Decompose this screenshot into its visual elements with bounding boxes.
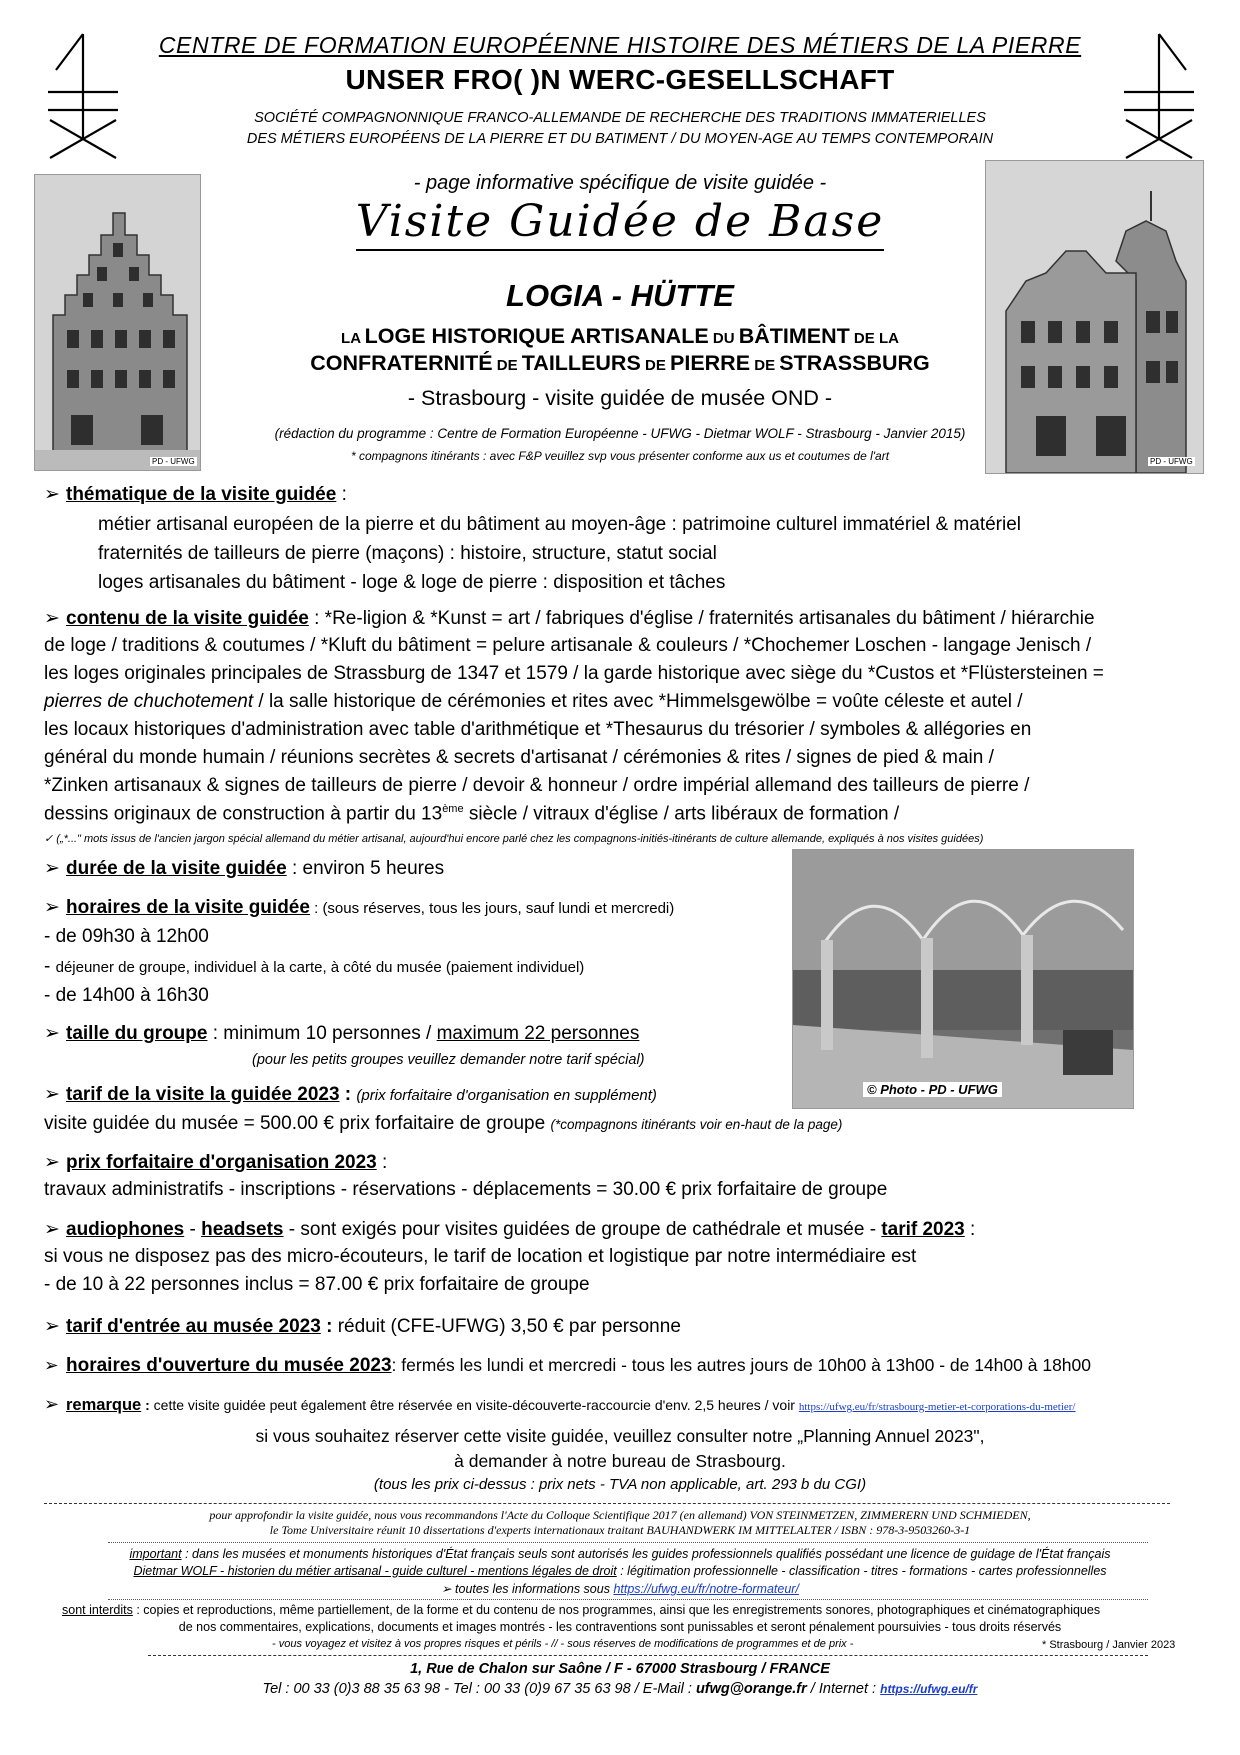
arrow-bullet-icon: ➢ bbox=[44, 1084, 60, 1105]
photo-credit-left: PD - UFWG bbox=[152, 457, 195, 466]
contenu-line bbox=[44, 691, 1023, 713]
booking-line-2: à demander à notre bureau de Strasbourg. bbox=[454, 1451, 786, 1471]
audio-label-1: audiophones bbox=[66, 1219, 185, 1240]
tarif-visite-section bbox=[44, 1083, 657, 1106]
contenu-line: : *Re-ligion & *Kunst = art / fabriques d'église / fraternités artisanales du bâtiment / hiérarchie bbox=[308, 608, 1095, 629]
contenu-footnote bbox=[44, 832, 983, 845]
risques-line: - vous voyagez et visitez à vos propres risques et périls - // - sous réserves de modifications de programmes et de prix - bbox=[272, 1638, 854, 1650]
tarif-visite-note: (prix forfaitaire d'organisation en supplément) bbox=[356, 1087, 657, 1104]
loge-word: DE bbox=[750, 357, 780, 374]
lunch-text: déjeuner de groupe, individuel à la carte, à côté du musée (paiement individuel) bbox=[55, 959, 585, 976]
infos-link[interactable]: https://ufwg.eu/fr/notre-formateur/ bbox=[613, 1582, 799, 1596]
date-note: * Strasbourg / Janvier 2023 bbox=[1042, 1639, 1176, 1651]
footer-divider bbox=[108, 1599, 1148, 1600]
footer-divider bbox=[148, 1655, 1148, 1656]
loge-word: DE LA bbox=[849, 330, 899, 347]
taille-text: : minimum 10 personnes / bbox=[207, 1023, 437, 1044]
contenu-line bbox=[44, 803, 899, 825]
thematique-label: thématique de la visite guidée bbox=[66, 484, 337, 505]
prix-org-colon: : bbox=[376, 1152, 388, 1173]
footer-divider bbox=[108, 1542, 1148, 1543]
society-desc-1: SOCIÉTÉ COMPAGNONNIQUE FRANCO-ALLEMANDE DE RECHERCHE DES TRADITIONS IMMATERIELLES bbox=[254, 110, 986, 126]
audio-line-2: si vous ne disposez pas des micro-écouteurs, le tarif de location et logistique par notre intermédiaire est bbox=[44, 1246, 917, 1267]
contenu-italic: pierres de chuchotement bbox=[44, 691, 254, 712]
tarif-visite-label: tarif de la visite la guidée 2023 bbox=[66, 1084, 340, 1105]
contenu-label: contenu de la visite guidée bbox=[66, 608, 309, 629]
remarque-section bbox=[44, 1394, 1076, 1415]
remarque-colon: : bbox=[141, 1397, 154, 1413]
interdits-label: sont interdits bbox=[62, 1603, 133, 1617]
wolf-line bbox=[0, 1564, 1240, 1578]
loge-word: PIERRE bbox=[670, 351, 751, 375]
tarif-visite-note2: (*compagnons itinérants voir en-haut de la page) bbox=[550, 1117, 843, 1132]
taille-note: (pour les petits groupes veuillez demander notre tarif spécial) bbox=[252, 1052, 645, 1068]
visit-title bbox=[0, 196, 1240, 247]
duree-section bbox=[44, 857, 444, 880]
prix-org-section bbox=[44, 1151, 387, 1174]
loge-word: LOGE HISTORIQUE ARTISANALE bbox=[364, 324, 709, 348]
footer-divider bbox=[44, 1503, 1170, 1504]
interdits-text: : copies et reproductions, même partiellement, de la forme et du contenu de nos programmes, ainsi que les enregistrements sonores, photographiques et cinématographiques bbox=[132, 1603, 1101, 1617]
thematique-colon: : bbox=[336, 484, 347, 505]
thematique-section bbox=[44, 483, 347, 506]
audio-line-3: - de 10 à 22 personnes inclus = 87.00 € prix forfaitaire de groupe bbox=[44, 1274, 590, 1295]
booking-line-1: si vous souhaitez réserver cette visite guidée, veuillez consulter notre „Planning Annuel 2023", bbox=[255, 1426, 985, 1446]
horaires-lunch bbox=[44, 956, 584, 978]
lunch-dash: - bbox=[44, 956, 56, 977]
contenu-line: général du monde humain / réunions secrètes & secrets d'artisanat / cérémonies & rites / signes de pied & main / bbox=[44, 747, 994, 768]
interdits-line-2: de nos commentaires, explications, documents et images montrés - les contraventions sont punissables et seront pénalement poursuivies - tous droits réservés bbox=[178, 1620, 1062, 1634]
horaires-label: horaires de la visite guidée bbox=[66, 897, 310, 918]
audio-section bbox=[44, 1218, 975, 1241]
important-text: : dans les musées et monuments historiques d'État français seuls sont autorisés les guides professionnels qualifiés possédant une licence de guidage de l'État français bbox=[181, 1547, 1111, 1561]
taille-label: taille du groupe bbox=[66, 1023, 208, 1044]
arrow-bullet-icon: ➢ bbox=[44, 484, 60, 505]
loge-word: DU bbox=[708, 330, 739, 347]
colloque-line-1: pour approfondir la visite guidée, nous vous recommandons l'Acte du Colloque Scientifique 2017 (en allemand) VON STEINMETZEN, ZIMMERERN UND SCHMIEDEN, bbox=[209, 1508, 1031, 1522]
logia-title: LOGIA - HÜTTE bbox=[506, 278, 734, 313]
tarif-visite-line bbox=[44, 1113, 842, 1135]
arrow-bullet-icon: ➢ bbox=[441, 1582, 456, 1596]
check-icon: ✓ bbox=[44, 833, 57, 845]
horaires-afternoon: - de 14h00 à 16h30 bbox=[44, 985, 209, 1006]
colloque-line-2: le Tome Universitaire réunit 10 dissertations d'experts internationaux traitant BAUHANDWERK IM MITTELALTER / ISBN : 978-3-9503260-3-1 bbox=[269, 1523, 971, 1537]
address-line: 1, Rue de Chalon sur Saône / F - 67000 Strasbourg / FRANCE bbox=[410, 1661, 830, 1677]
remarque-text: cette visite guidée peut également être réservée en visite-découverte-raccourcie d'env. 2,5 heures / voir bbox=[153, 1397, 799, 1413]
contact-line bbox=[0, 1681, 1240, 1697]
footnote-text: („*..." mots issus de l'ancien jargon spécial allemand du métier artisanal, aujourd'hui encore parlé chez les compagnons-initiés-itinérants de culture allemande, expliqués à nos visites guidées) bbox=[56, 833, 984, 845]
contenu-section bbox=[44, 607, 1095, 630]
ouverture-text: : fermés les lundi et mercredi - tous les autres jours de 10h00 à 13h00 - de 14h00 à 18h00 bbox=[391, 1355, 1091, 1375]
arrow-bullet-icon: ➢ bbox=[44, 858, 60, 879]
org-line: CENTRE DE FORMATION EUROPÉENNE HISTOIRE DES MÉTIERS DE LA PIERRE bbox=[158, 32, 1082, 58]
duree-label: durée de la visite guidée bbox=[66, 858, 287, 879]
remarque-link[interactable]: https://ufwg.eu/fr/strasbourg-metier-et-corporations-du-metier/ bbox=[798, 1401, 1076, 1413]
entree-colon: : bbox=[320, 1316, 338, 1337]
contenu-line: les loges originales principales de Strassburg de 1347 et 1579 / la garde historique avec siège du *Custos et *Flüstersteinen = bbox=[44, 663, 1104, 684]
email[interactable]: ufwg@orange.fr bbox=[695, 1681, 807, 1697]
arrow-bullet-icon: ➢ bbox=[44, 897, 60, 918]
arrow-bullet-icon: ➢ bbox=[44, 1394, 60, 1414]
ouverture-label: horaires d'ouverture du musée 2023 bbox=[66, 1355, 392, 1376]
audio-after: : bbox=[964, 1219, 976, 1240]
audio-dash: - bbox=[184, 1219, 202, 1240]
booking-line-3: (tous les prix ci-dessus : prix nets - TVA non applicable, art. 293 b du CGI) bbox=[373, 1476, 867, 1493]
redaction-note: (rédaction du programme : Centre de Formation Européenne - UFWG - Dietmar WOLF - Strasbourg - Janvier 2015) bbox=[274, 426, 966, 441]
website-link[interactable]: https://ufwg.eu/fr bbox=[880, 1682, 978, 1696]
interdits-line bbox=[62, 1603, 1100, 1617]
thematique-item: métier artisanal européen de la pierre et du bâtiment au moyen-âge : patrimoine culturel immatériel & matériel bbox=[98, 514, 1022, 535]
duree-value: : environ 5 heures bbox=[286, 858, 445, 879]
entree-label: tarif d'entrée au musée 2023 bbox=[66, 1316, 321, 1337]
society-name: UNSER FRO( )N WERC-GESELLSCHAFT bbox=[345, 64, 895, 95]
important-label: important bbox=[129, 1547, 182, 1561]
loge-line-1 bbox=[0, 324, 1240, 349]
contenu-line: les locaux historiques d'administration avec table d'arithmétique et *Thesaurus du trésorier / symboles & allégories en bbox=[44, 719, 1032, 740]
thematique-item: fraternités de tailleurs de pierre (maçons) : histoire, structure, statut social bbox=[98, 543, 717, 564]
loge-word: BÂTIMENT bbox=[738, 324, 850, 348]
hall-photo bbox=[792, 849, 1134, 1109]
entree-section bbox=[44, 1315, 681, 1338]
wolf-text: : légitimation professionnelle - classification - titres - formations - cartes professionnelles bbox=[616, 1564, 1107, 1578]
taille-section bbox=[44, 1022, 639, 1045]
page-subtitle: - page informative spécifique de visite guidée - bbox=[413, 172, 827, 194]
remarque-label: remarque bbox=[66, 1396, 142, 1414]
loge-word: LA bbox=[341, 330, 365, 347]
horaires-note: : (sous réserves, tous les jours, sauf lundi et mercredi) bbox=[309, 900, 675, 917]
society-desc-2: DES MÉTIERS EUROPÉENS DE LA PIERRE ET DU BATIMENT / DU MOYEN-AGE AU TEMPS CONTEMPORAIN bbox=[246, 131, 994, 147]
loge-word: STRASSBURG bbox=[779, 351, 930, 375]
photo-credit-right: PD - UFWG bbox=[1150, 457, 1193, 466]
infos-text: toutes les informations sous bbox=[455, 1582, 614, 1596]
contenu-text: dessins originaux de construction à partir du 13 bbox=[44, 803, 443, 825]
prix-org-text: travaux administratifs - inscriptions - réservations - déplacements = 30.00 € prix forfaitaire de groupe bbox=[44, 1179, 888, 1200]
contenu-text: / la salle historique de cérémonies et rites avec *Himmelsgewölbe = voûte céleste et autel / bbox=[253, 691, 1023, 712]
loge-word: CONFRATERNITÉ bbox=[310, 351, 493, 375]
ouverture-section bbox=[44, 1355, 1091, 1377]
compagnons-note: * compagnons itinérants : avec F&P veuillez svp vous présenter conforme aux us et coutumes de l'art bbox=[350, 449, 890, 463]
hall-photo-credit: © Photo - PD - UFWG bbox=[863, 1082, 1002, 1097]
loge-word: TAILLEURS bbox=[521, 351, 641, 375]
wolf-label: Dietmar WOLF - historien du métier artisanal - guide culturel - mentions légales de droit bbox=[133, 1564, 617, 1578]
contact-prefix: Tel : 00 33 (0)3 88 35 63 98 - Tel : 00 33 (0)9 67 35 63 98 / E-Mail : bbox=[262, 1681, 696, 1697]
arrow-bullet-icon: ➢ bbox=[44, 1355, 59, 1375]
contenu-line: *Zinken artisanaux & signes de tailleurs de pierre / devoir & honneur / ordre impérial allemand des tailleurs de pierre / bbox=[44, 775, 1030, 796]
loge-line-2 bbox=[0, 351, 1240, 376]
visit-title-text: Visite Guidée de Base bbox=[356, 196, 885, 251]
loge-word: DE bbox=[492, 357, 522, 374]
audio-label-3: tarif 2023 bbox=[881, 1219, 965, 1240]
entree-text: réduit (CFE-UFWG) 3,50 € par personne bbox=[337, 1316, 681, 1337]
arrow-bullet-icon: ➢ bbox=[44, 608, 60, 629]
tarif-visite-colon: : bbox=[339, 1084, 357, 1105]
taille-max: maximum 22 personnes bbox=[436, 1023, 640, 1044]
internet-label: / Internet : bbox=[806, 1681, 881, 1697]
audio-text: - sont exigés pour visites guidées de groupe de cathédrale et musée - bbox=[283, 1219, 882, 1240]
contenu-text: siècle / vitraux d'église / arts libéraux de formation / bbox=[463, 803, 900, 825]
city-line: - Strasbourg - visite guidée de musée OND - bbox=[407, 386, 833, 410]
arrow-bullet-icon: ➢ bbox=[44, 1152, 60, 1173]
horaires-section bbox=[44, 896, 674, 919]
contenu-line: de loge / traditions & coutumes / *Kluft du bâtiment = pelure artisanale & couleurs / *Chochemer Loschen - langage Jenisch / bbox=[44, 635, 1092, 656]
audio-label-2: headsets bbox=[201, 1219, 284, 1240]
arrow-bullet-icon: ➢ bbox=[44, 1219, 60, 1240]
contenu-sup: ème bbox=[442, 803, 464, 815]
arrow-bullet-icon: ➢ bbox=[44, 1023, 60, 1044]
arrow-bullet-icon: ➢ bbox=[44, 1316, 60, 1337]
horaires-morning: - de 09h30 à 12h00 bbox=[44, 926, 209, 947]
thematique-item: loges artisanales du bâtiment - loge & loge de pierre : disposition et tâches bbox=[98, 572, 726, 593]
infos-line bbox=[0, 1581, 1240, 1596]
important-line bbox=[0, 1547, 1240, 1561]
tarif-visite-text: visite guidée du musée = 500.00 € prix forfaitaire de groupe bbox=[44, 1113, 551, 1134]
loge-word: DE bbox=[640, 357, 670, 374]
prix-org-label: prix forfaitaire d'organisation 2023 bbox=[66, 1152, 377, 1173]
